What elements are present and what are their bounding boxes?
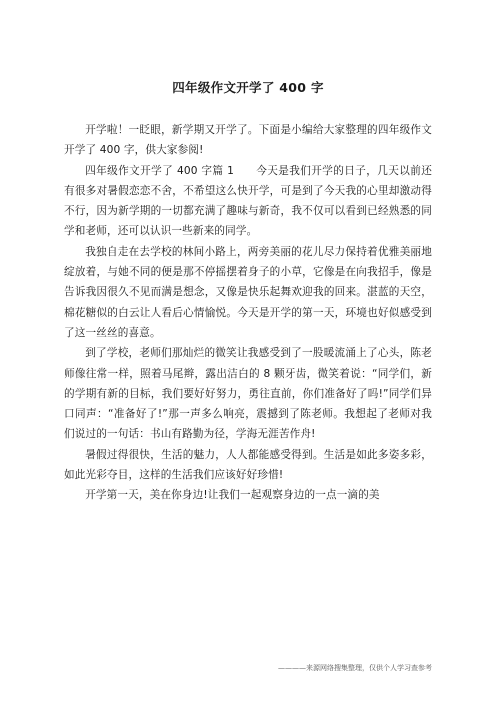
source-footer-note: ————来源网络搜集整理，仅供个人学习查参考: [278, 664, 432, 672]
paragraph-summer-reflection: 暑假过得很快，生活的魅力，人人都能感受得到。生活是如此多姿多彩，如此光彩夺目，这样的生活我们应该好好珍惜!: [64, 448, 432, 482]
paragraph-first-day: 开学第一天，美在你身边!让我们一起观察身边的一点一滴的美: [85, 489, 380, 502]
paragraph-walk-to-school: 我独自走在去学校的林间小路上，两旁美丽的花儿尽力保持着优雅美丽地绽放着，与她不同的便是那不停摇摆着身子的小草，它像是在向我招手，像是告诉我因很久不见而满是想念，又像是快乐起舞欢迎我的回来。湛蓝的天空，棉花糖似的白云让人看后心情愉悦。今天是开学的第一天，环境也好似感受到了这一丝丝的喜意。: [64, 245, 432, 339]
document-title: 四年级作文开学了 400 字: [172, 80, 324, 95]
document-body: [64, 120, 432, 506]
paragraph-intro: 开学啦！一眨眼，新学期又开学了。下面是小编给大家整理的四年级作文开学了 400 字，供大家参阅!: [64, 124, 432, 157]
paragraph-essay-opening: 四年级作文开学了 400 字篇 1 今天是我们开学的日子，几天以前还有很多对暑假恋恋不舍，不希望这么快开学，可是到了今天我的心里却激动得不行，因为新学期的一切都充满了趣味与新奇，我不仅可以看到已经熟悉的同学和老师，还可以认识一些新来的同学。: [64, 164, 432, 238]
paragraph-at-school: 到了学校，老师们那灿烂的微笑让我感受到了一股暖流涌上了心头，陈老师像往常一样，照着马尾辫，露出洁白的 8 颗牙齿，微笑着说：“同学们，新的学期有新的目标，我们要好好努力，勇往直前，你们准备好了吗!”同学们异口同声：“准备好了!”那一声多么响亮，震撼到了陈老师。我想起了老师对我们说过的一句话：书山有路勤为径，学海无涯苦作舟!: [64, 347, 432, 441]
